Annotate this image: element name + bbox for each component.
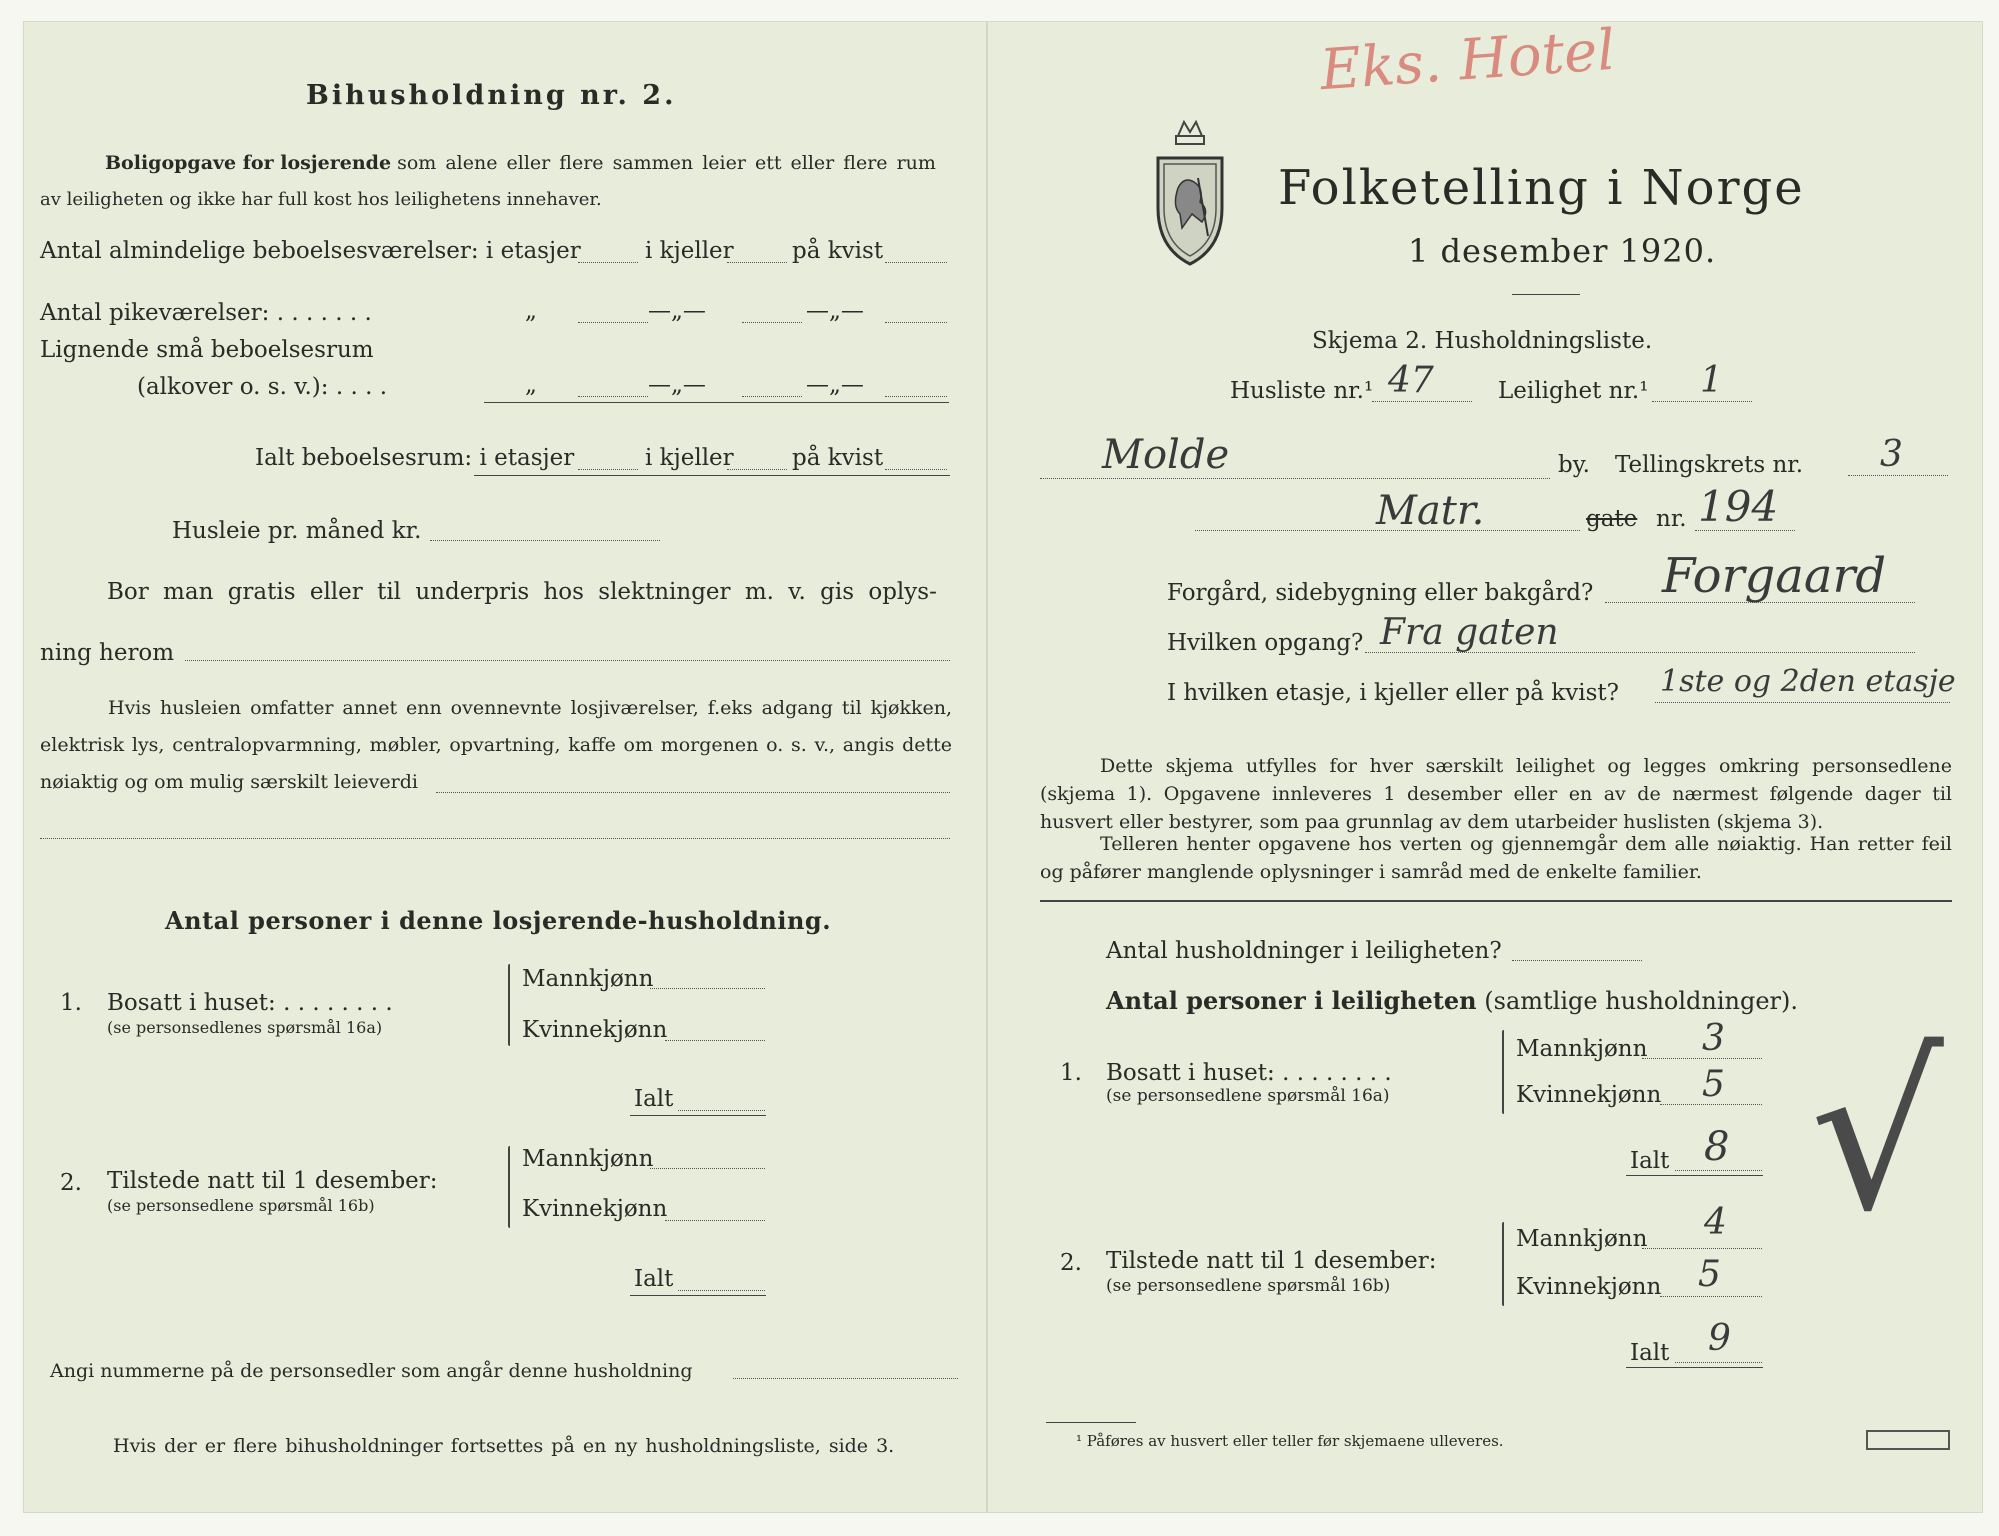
right-date: 1 desember 1920. bbox=[1408, 232, 1717, 270]
ialt-etasjer-field[interactable] bbox=[578, 469, 638, 470]
left-q1-kvinne-field[interactable] bbox=[665, 1040, 765, 1041]
husleie-label: Husleie pr. måned kr. bbox=[172, 518, 422, 544]
rooms-kvist-label: på kvist bbox=[792, 238, 884, 264]
alkover-rule bbox=[484, 402, 949, 403]
gate-value: Matr. bbox=[1376, 488, 1485, 534]
left-q2-sub: (se personsedlene spørsmål 16b) bbox=[107, 1196, 375, 1215]
leilighet-value: 1 bbox=[1700, 360, 1723, 401]
right-q1-ialt-label: Ialt bbox=[1630, 1148, 1670, 1174]
right-persons-rest: (samtlige husholdninger). bbox=[1484, 987, 1799, 1015]
opgang-value: Fra gaten bbox=[1380, 612, 1559, 653]
printer-mark-icon bbox=[1866, 1430, 1950, 1450]
ialt-kjeller-field[interactable] bbox=[727, 469, 787, 470]
right-q2-label: Tilstede natt til 1 desember: bbox=[1106, 1248, 1437, 1274]
husholdninger-field[interactable] bbox=[1512, 960, 1642, 961]
left-q2-kvinne-field[interactable] bbox=[665, 1220, 765, 1221]
left-intro-rest: som alene eller flere sammen leier ett eller flere rum bbox=[397, 152, 936, 174]
ialt-rule bbox=[474, 475, 950, 476]
right-q1-number: 1. bbox=[1060, 1060, 1082, 1086]
right-q1-kvinne-label: Kvinnekjønn bbox=[1516, 1082, 1662, 1108]
left-q2-ialt-label: Ialt bbox=[634, 1266, 674, 1292]
pike-field-1[interactable] bbox=[578, 322, 648, 323]
left-q2-mann-field[interactable] bbox=[650, 1168, 765, 1169]
left-q1-ialt-label: Ialt bbox=[634, 1086, 674, 1112]
pike-dash-2: —„— bbox=[806, 298, 864, 324]
alkover-label: (alkover o. s. v.): . . . . bbox=[137, 374, 388, 400]
footnote: ¹ Påføres av husvert eller teller før skjemaene ulleveres. bbox=[1076, 1432, 1504, 1450]
ialt-kvist-field[interactable] bbox=[885, 469, 947, 470]
right-persons-bold: Antal personer i leiligheten bbox=[1106, 986, 1477, 1015]
left-q2-ialt-field[interactable] bbox=[678, 1290, 765, 1291]
pike-ditto: „ bbox=[525, 298, 537, 324]
alkover-ditto: „ bbox=[525, 372, 537, 398]
pike-field-2[interactable] bbox=[742, 322, 802, 323]
left-q1-label: Bosatt i huset: . . . . . . . . bbox=[107, 990, 393, 1016]
right-q2-ialt-label: Ialt bbox=[1630, 1340, 1670, 1366]
forgaard-value: Forgaard bbox=[1662, 548, 1887, 604]
husleie-para-field[interactable] bbox=[436, 792, 950, 793]
rooms-kvist-field[interactable] bbox=[885, 262, 947, 263]
right-title: Folketelling i Norge bbox=[1278, 160, 1805, 216]
left-q1-mann-field[interactable] bbox=[650, 988, 765, 989]
left-title: Bihusholdning nr. 2. bbox=[306, 80, 677, 111]
right-q1-mann-label: Mannkjønn bbox=[1516, 1036, 1648, 1062]
forgaard-label: Forgård, sidebygning eller bakgård? bbox=[1167, 580, 1594, 606]
skjema-label: Skjema 2. Husholdningsliste. bbox=[1312, 328, 1653, 354]
alkover-field-3[interactable] bbox=[885, 396, 947, 397]
gratis-field[interactable] bbox=[185, 660, 950, 661]
left-q1-brace bbox=[508, 964, 510, 1046]
left-q1-mann-label: Mannkjønn bbox=[522, 966, 654, 992]
alkover-field-1[interactable] bbox=[578, 396, 648, 397]
left-intro-bold: Boligopgave for losjerende bbox=[105, 152, 392, 174]
by-field[interactable] bbox=[1040, 478, 1550, 479]
right-q1-kvinne-value: 5 bbox=[1702, 1064, 1725, 1105]
rooms-kjeller-field[interactable] bbox=[727, 262, 787, 263]
info-paragraph-1: Dette skjema utfylles for hver særskilt leilighet og legges omkring personsedlene (skjema 1). Opgavene innleveres 1 desember eller en av de nærmest følgende dager til husvert eller bestyrer, som paa grunnlag av dem utarbeider huslisten (skjema 3). bbox=[1040, 755, 1952, 833]
coat-of-arms-icon bbox=[1150, 118, 1230, 268]
opgang-label: Hvilken opgang? bbox=[1167, 630, 1364, 656]
left-q1-ialt-rule bbox=[630, 1115, 766, 1116]
ialt-kvist-label: på kvist bbox=[792, 445, 884, 471]
right-q1-brace bbox=[1502, 1030, 1504, 1114]
by-value: Molde bbox=[1102, 432, 1230, 478]
stamp-eks-hotel: Eks. Hotel bbox=[1318, 17, 1618, 104]
lignende-label: Lignende små beboelsesrum bbox=[40, 337, 374, 363]
krets-value: 3 bbox=[1880, 434, 1903, 475]
left-q2-ialt-rule bbox=[630, 1295, 766, 1296]
husleie-paragraph: Hvis husleien omfatter annet enn ovennevnte losjiværelser, f.eks adgang til kjøkken, elektrisk lys, centralopvarmning, møbler, opvartning, kaffe om morgenen o. s. v., angis dette nøiaktig og om mulig særskilt leieverdi bbox=[40, 697, 952, 793]
angi-field[interactable] bbox=[733, 1378, 958, 1379]
pike-label: Antal pikeværelser: . . . . . . . bbox=[40, 300, 372, 326]
info-paragraph-2: Telleren henter opgavene hos verten og gjennemgår dem alle nøiaktig. Han retter feil og påfører manglende oplysninger i samråd med de enkelte familier. bbox=[1040, 833, 1952, 883]
husholdninger-label: Antal husholdninger i leiligheten? bbox=[1106, 938, 1502, 964]
info-divider bbox=[1040, 900, 1952, 902]
husleie-field[interactable] bbox=[430, 540, 660, 541]
leilighet-field[interactable] bbox=[1652, 401, 1752, 402]
gate-nr-label: nr. bbox=[1656, 506, 1687, 532]
husliste-label: Husliste nr.¹ bbox=[1230, 378, 1374, 404]
left-q2-kvinne-label: Kvinnekjønn bbox=[522, 1196, 668, 1222]
pike-dash-1: —„— bbox=[648, 298, 706, 324]
etasje-label: I hvilken etasje, i kjeller eller på kvist? bbox=[1167, 680, 1619, 706]
ialt-kjeller-label: i kjeller bbox=[645, 445, 734, 471]
alkover-field-2[interactable] bbox=[742, 396, 802, 397]
gate-nr-value: 194 bbox=[1698, 482, 1779, 531]
left-intro bbox=[105, 152, 936, 174]
left-q1-number: 1. bbox=[60, 990, 82, 1016]
right-q2-brace bbox=[1502, 1222, 1504, 1306]
rooms-etasjer-field[interactable] bbox=[578, 262, 638, 263]
gratis-line-1: Bor man gratis eller til underpris hos slektninger m. v. gis oplys- bbox=[107, 579, 937, 605]
right-q2-number: 2. bbox=[1060, 1250, 1082, 1276]
left-q1-kvinne-label: Kvinnekjønn bbox=[522, 1017, 668, 1043]
check-mark-icon: √ bbox=[1810, 1012, 1944, 1257]
right-q1-ialt-field[interactable] bbox=[1675, 1170, 1762, 1171]
alkover-dash-1: —„— bbox=[648, 372, 706, 398]
left-q2-number: 2. bbox=[60, 1170, 82, 1196]
etasje-field[interactable] bbox=[1655, 702, 1950, 703]
rooms-kjeller-label: i kjeller bbox=[645, 238, 734, 264]
gratis-line-2: ning herom bbox=[40, 640, 175, 666]
husleie-para-field-2[interactable] bbox=[40, 838, 950, 839]
right-q1-mann-value: 3 bbox=[1702, 1018, 1725, 1059]
right-q2-kvinne-field[interactable] bbox=[1660, 1296, 1762, 1297]
left-intro-line2: av leiligheten og ikke har full kost hos leilighetens innehaver. bbox=[40, 189, 602, 210]
etasje-value: 1ste og 2den etasje bbox=[1660, 664, 1956, 699]
right-q2-kvinne-label: Kvinnekjønn bbox=[1516, 1274, 1662, 1300]
gate-label: gate bbox=[1586, 506, 1638, 532]
leilighet-label: Leilighet nr.¹ bbox=[1498, 378, 1649, 404]
right-q1-ialt-rule bbox=[1626, 1175, 1763, 1176]
right-q2-ialt-value: 9 bbox=[1708, 1318, 1731, 1359]
pike-field-3[interactable] bbox=[885, 322, 947, 323]
left-q2-brace bbox=[508, 1146, 510, 1228]
right-q2-mann-label: Mannkjønn bbox=[1516, 1226, 1648, 1252]
right-q2-kvinne-value: 5 bbox=[1698, 1254, 1721, 1295]
alkover-dash-2: —„— bbox=[806, 372, 864, 398]
right-q1-label: Bosatt i huset: . . . . . . . . bbox=[1106, 1060, 1392, 1086]
right-q2-ialt-rule bbox=[1626, 1367, 1763, 1368]
title-divider bbox=[1512, 294, 1580, 295]
left-q1-sub: (se personsedlenes spørsmål 16a) bbox=[107, 1018, 383, 1037]
left-q2-label: Tilstede natt til 1 desember: bbox=[107, 1168, 438, 1194]
angi-label: Angi nummerne på de personsedler som angår denne husholdning bbox=[50, 1360, 693, 1382]
right-q2-sub: (se personsedlene spørsmål 16b) bbox=[1106, 1276, 1391, 1296]
right-q2-mann-value: 4 bbox=[1704, 1202, 1727, 1243]
right-q1-sub: (se personsedlene spørsmål 16a) bbox=[1106, 1086, 1390, 1106]
page-fold bbox=[986, 22, 988, 1512]
left-persons-heading: Antal personer i denne losjerende-husholdning. bbox=[165, 906, 832, 935]
ialt-rooms-label: Ialt beboelsesrum: i etasjer bbox=[255, 445, 575, 471]
right-q2-ialt-field[interactable] bbox=[1675, 1362, 1762, 1363]
by-label: by. bbox=[1558, 452, 1590, 478]
left-q1-ialt-field[interactable] bbox=[678, 1110, 765, 1111]
husliste-value: 47 bbox=[1388, 360, 1434, 401]
krets-label: Tellingskrets nr. bbox=[1615, 452, 1804, 478]
right-persons-heading bbox=[1106, 986, 1798, 1015]
right-q1-ialt-value: 8 bbox=[1704, 1124, 1730, 1170]
left-footer: Hvis der er flere bihusholdninger fortsettes på en ny husholdningsliste, side 3. bbox=[113, 1435, 895, 1457]
right-q2-mann-field[interactable] bbox=[1642, 1248, 1762, 1249]
husliste-field[interactable] bbox=[1372, 401, 1472, 402]
krets-field[interactable] bbox=[1848, 475, 1948, 476]
rooms-label: Antal almindelige beboelsesværelser: i etasjer bbox=[40, 238, 581, 264]
footnote-rule bbox=[1046, 1422, 1136, 1423]
left-q2-mann-label: Mannkjønn bbox=[522, 1146, 654, 1172]
